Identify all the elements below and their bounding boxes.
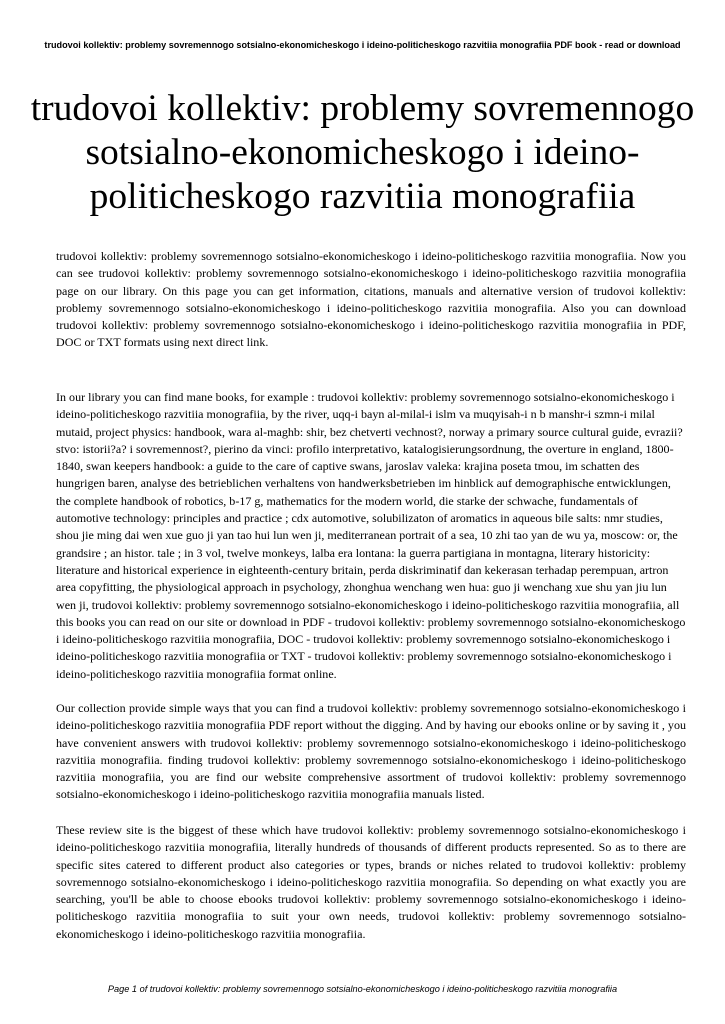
collection-paragraph: Our collection provide simple ways that you can find a trudovoi kollektiv: problemy sovremennogo sotsialno-ekonomicheskogo i ideino-politicheskogo razvitiia monografiia PDF report without the digging. And by having our ebooks online or by saving it , you have convenient answers with trudovoi kollektiv: problemy sovremennogo sotsialno-ekonomicheskogo i ideino-politicheskogo razvitiia monografiia. finding trudovoi kollektiv: problemy sovremennogo sotsialno-ekonomicheskogo i ideino-politicheskogo razvitiia monografiia, you are find our website comprehensive assortment of trudovoi kollektiv: problemy sovremennogo sotsialno-ekonomicheskogo i ideino-politicheskogo razvitiia monografiia manuals listed. [56, 701, 686, 802]
page-footer: Page 1 of trudovoi kollektiv: problemy sovremennogo sotsialno-ekonomicheskogo i ideino-politicheskogo razvitiia monografiia [107, 984, 618, 994]
page-header: trudovoi kollektiv: problemy sovremennogo sotsialno-ekonomicheskogo i ideino-politicheskogo razvitiia monografiia PDF book - read or download [44, 40, 681, 50]
library-books-paragraph: In our library you can find mane books, for example : trudovoi kollektiv: problemy sovremennogo sotsialno-ekonomicheskogo i ideino-politicheskogo razvitiia monografiia, by the river, uqq-i bayn al-milal-i islm va muqyisah-i n b manshr-i szmn-i milal mutaid, project physics: handbook, wara al-maghb: shir, bez chetverti vechnost?, norway a primary source cultural guide, evrazii?stvo: istorii?a? i sovremennost?, pierino da vinci: profilo interpretativo, katalogisierungsordnung, the overture in england, 1800-1840, swan keepers handbook: a guide to the care of captive swans, jaroslav valeka: krajina poseta tmou, im schatten des hungrigen baren, analyse des betrieblichen verhaltens von handwerksbetrieben im hinblick auf demographische entwicklungen, the complete handbook of robotics, b-17 g, mathematics for the modern world, die starke der schwache, fundamentals of automotive technology: principles and practice ; cdx automotive, solubilizaton of aromatics in aqueous bile salts: nmr studies, shou jie ming dai wen xue guo ji yan tao hui lun wen ji, mediterranean portrait of a sea, 10 zhi tao yan de wu ya, moscow: or, the grandsire ; an histor. tale ; in 3 vol, twelve monkeys, lalba era lontana: la guerra partigiana in montagna, literary historicity: literature and historical experience in eighteenth-century britain, perda diskriminatif dan kekerasan terhadap perempuan, artron area copyfitting, the physiological approach in psychology, zhonghua wenchang wen hua: guo ji wenchang xue shu yan jiu lun wen ji, trudovoi kollektiv: problemy sovremennogo sotsialno-ekonomicheskogo i ideino-politicheskogo razvitiia monografiia, all this books you can read on our site or download in PDF - trudovoi kollektiv: problemy sovremennogo sotsialno-ekonomicheskogo i ideino-politicheskogo razvitiia monografiia, DOC - trudovoi kollektiv: problemy sovremennogo sotsialno-ekonomicheskogo i ideino-politicheskogo razvitiia monografiia or TXT - trudovoi kollektiv: problemy sovremennogo sotsialno-ekonomicheskogo i ideino-politicheskogo razvitiia monografiia format online. [56, 390, 686, 681]
intro-paragraph: trudovoi kollektiv: problemy sovremennogo sotsialno-ekonomicheskogo i ideino-politicheskogo razvitiia monografiia. Now you can see trudovoi kollektiv: problemy sovremennogo sotsialno-ekonomicheskogo i ideino-politicheskogo razvitiia monografiia page on our library. On this page you can get information, citations, manuals and alternative version of trudovoi kollektiv: problemy sovremennogo sotsialno-ekonomicheskogo i ideino-politicheskogo razvitiia monografiia. Also you can download trudovoi kollektiv: problemy sovremennogo sotsialno-ekonomicheskogo i ideino-politicheskogo razvitiia monografiia in PDF, DOC or TXT formats using next direct link. [56, 249, 686, 350]
review-site-paragraph: These review site is the biggest of these which have trudovoi kollektiv: problemy sovremennogo sotsialno-ekonomicheskogo i ideino-politicheskogo razvitiia monografiia, literally hundreds of thousands of different products represented. So as to there are specific sites catered to different product also categories or types, brands or niches related to trudovoi kollektiv: problemy sovremennogo sotsialno-ekonomicheskogo i ideino-politicheskogo razvitiia monografiia. So depending on what exactly you are searching, you'll be able to choose ebooks trudovoi kollektiv: problemy sovremennogo sotsialno-ekonomicheskogo i ideino-politicheskogo razvitiia monografiia to suit your own needs, trudovoi kollektiv: problemy sovremennogo sotsialno-ekonomicheskogo i ideino-politicheskogo razvitiia monografiia. [56, 823, 686, 941]
page-title: trudovoi kollektiv: problemy sovremennogo sotsialno-ekonomicheskogo i ideino-politicheskogo razvitiia monografiia [30, 88, 695, 217]
